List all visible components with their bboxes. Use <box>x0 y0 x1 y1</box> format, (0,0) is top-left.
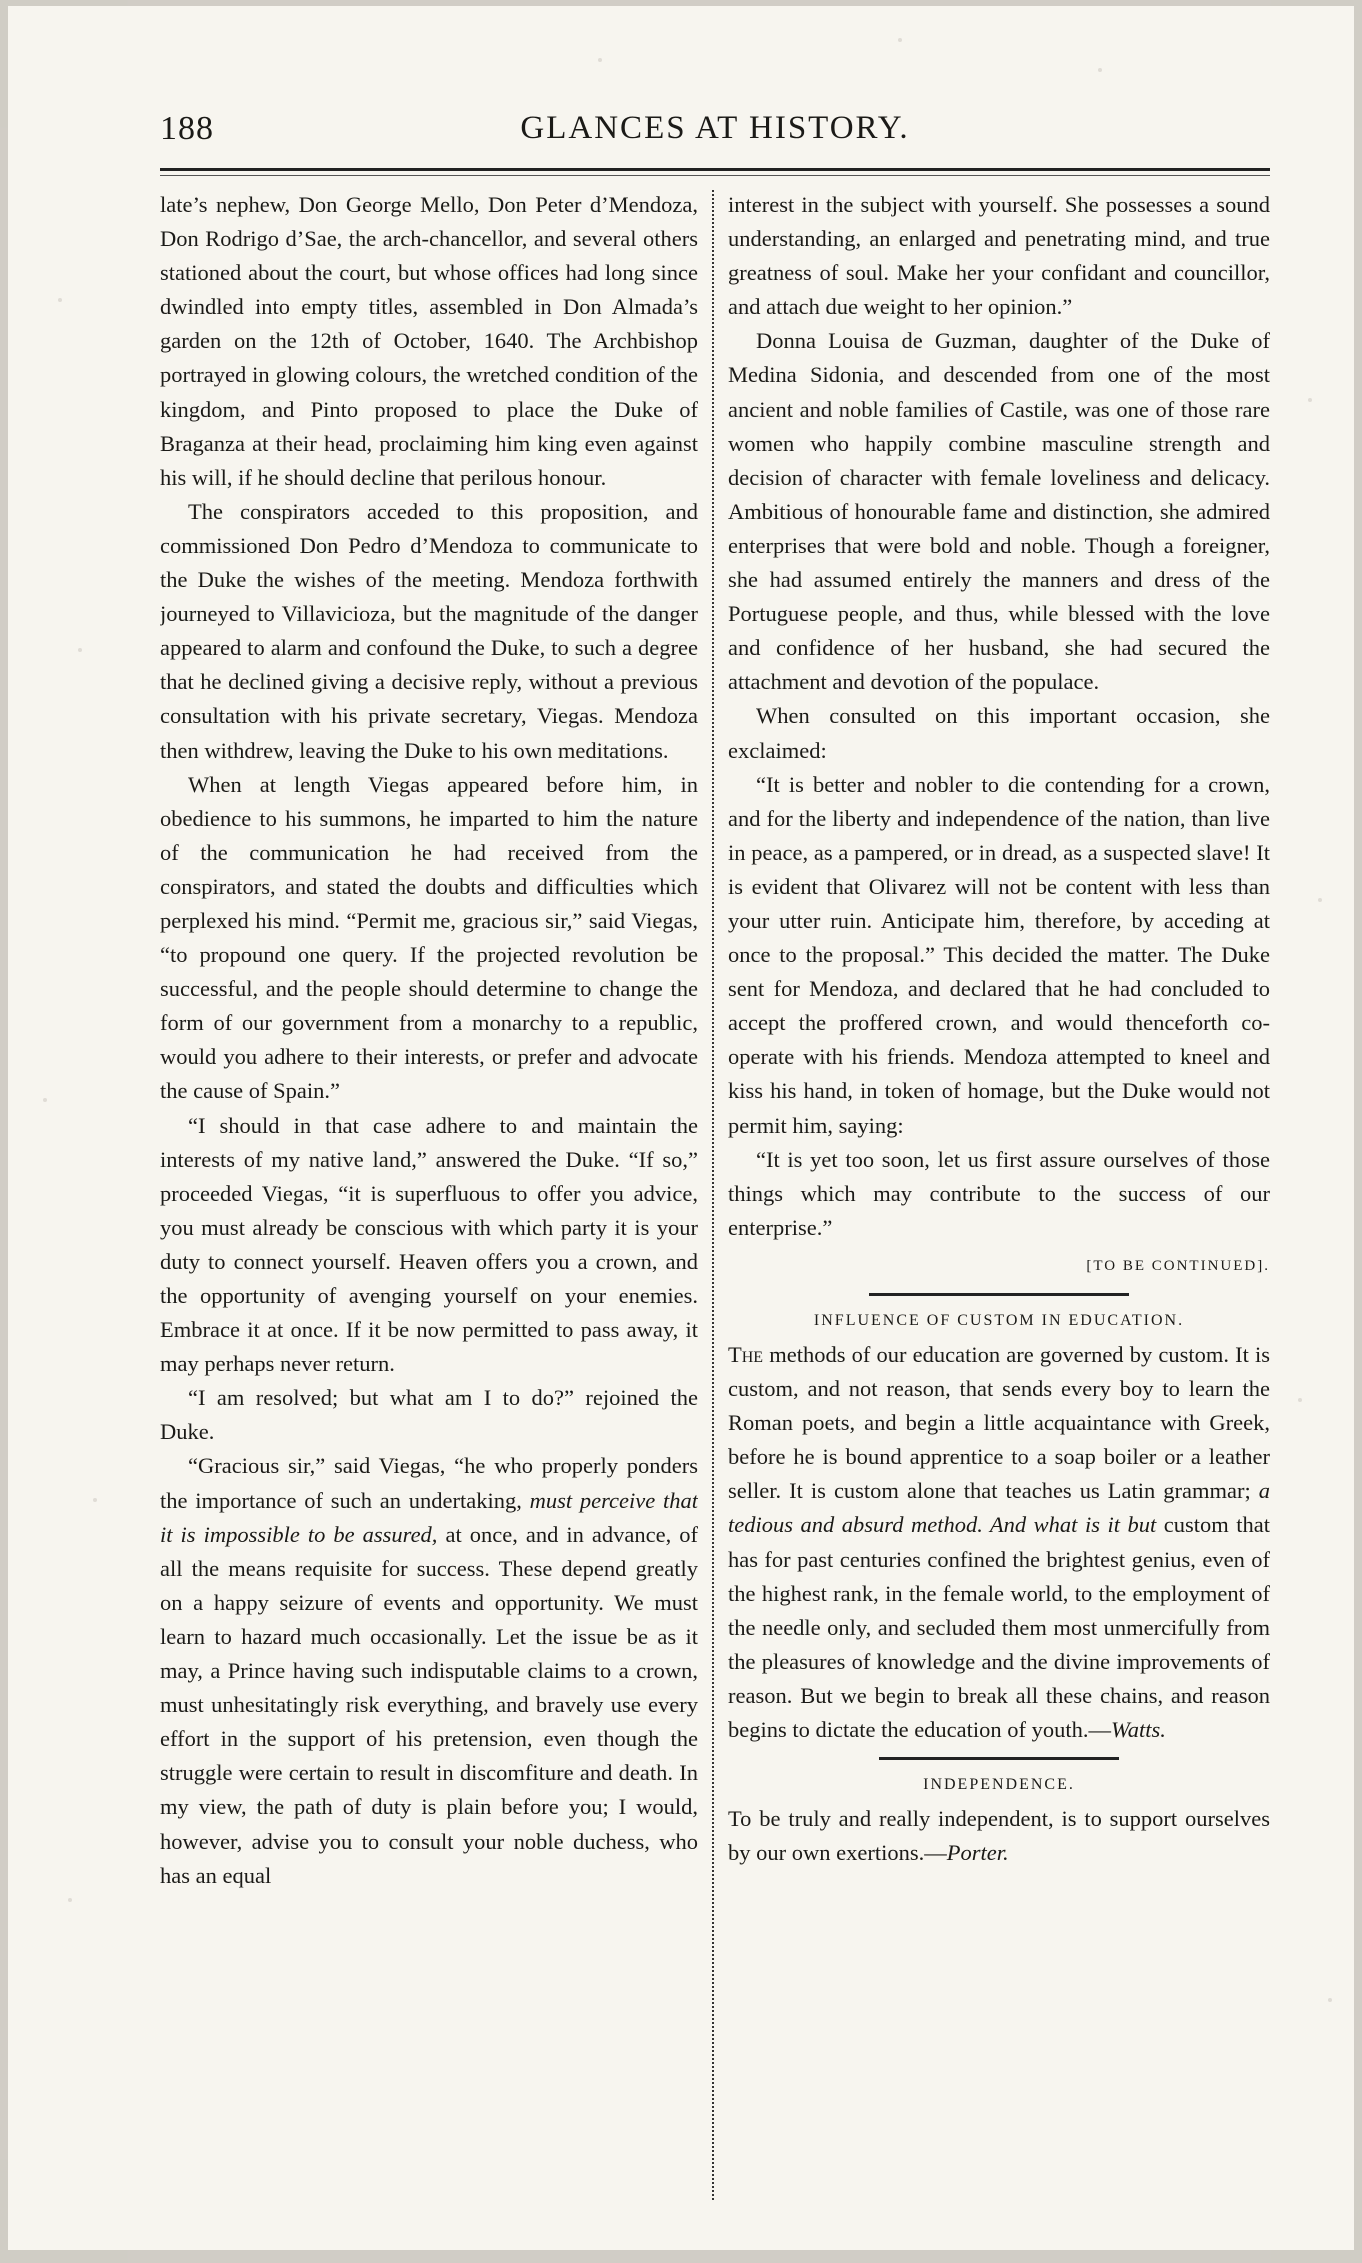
paragraph: When at length Viegas appeared before him, in obedience to his summons, he imparted to him the nature of the communication he had received from the conspirators, and stated the doubts and difficulties which perplexed his mind. “Permit me, gracious sir,” said Viegas, “to propound one query. If the projected revolution be successful, and the people should determine to change the form of our government from a monarchy to a republic, would you adhere to their interests, or prefer and advocate the cause of Spain.” <box>160 771 698 1104</box>
paragraph: “It is yet too soon, let us first assure ourselves of those things which may contribute to the success of our enterprise.” <box>728 1146 1270 1240</box>
paragraph <box>728 1802 1270 1870</box>
italic-text: a tedious and absurd method. And what is it but <box>728 1478 1270 1538</box>
paragraph-text: To be truly and really independent, is to support ourselves by our own exertions.— <box>728 1806 1270 1866</box>
paragraph: interest in the subject with yourself. She possesses a sound understanding, an enlarged and penetrating mind, and true greatness of soul. Make her your confidant and councillor, and attach due weight to her opinion.” <box>728 192 1270 320</box>
column-divider <box>712 190 714 2200</box>
paragraph: Donna Louisa de Guzman, daughter of the Duke of Medina Sidonia, and descended from one of the most ancient and noble families of Castile, was one of those rare women who happily combine masculine strength and decision of character with female loveliness and delicacy. Ambitious of honourable fame and distinction, she admired enterprises that were bold and noble. Though a foreigner, she had assumed entirely the manners and dress of the Portuguese people, and thus, while blessed with the love and confidence of her husband, she had secured the attachment and devotion of the populace. <box>728 328 1270 695</box>
italic-text: must perceive that it is impossible to be assured, <box>160 1487 698 1547</box>
paragraph: “I am resolved; but what am I to do?” rejoined the Duke. <box>160 1385 698 1445</box>
author-name: Watts. <box>1111 1717 1166 1743</box>
paragraph: The conspirators acceded to this proposition, and commissioned Don Pedro d’Mendoza to communicate to the Duke the wishes of the meeting. Mendoza forthwith journeyed to Villavicioza, but the magnitude of the danger appeared to alarm and confound the Duke, to such a degree that he declined giving a decisive reply, without a previous consultation with his private secretary, Viegas. Mendoza then withdrew, leaving the Duke to his own meditations. <box>160 498 698 763</box>
paragraph-text: “Gracious sir,” said Viegas, “he who properly ponders the importance of such an undertaking, <box>160 1453 698 1513</box>
left-column <box>160 188 698 2198</box>
author-name: Porter. <box>946 1840 1009 1866</box>
page-number: 188 <box>160 110 214 147</box>
paragraph-text: custom that has for past centuries confined the brightest genius, even of the highest rank, in the female world, to the employment of the needle only, and secluded them most unmercifully from the pleasures of knowledge and the divine improvements of reason. But we begin to break all these chains, and reason begins to dictate the education of youth.— <box>728 1512 1270 1743</box>
paragraph: “It is better and nobler to die contending for a crown, and for the liberty and independence of the nation, than live in peace, as a pampered, or in dread, as a suspected slave! It is evident that Olivarez will not be content with less than your utter ruin. Anticipate him, therefore, by acceding at once to the proposal.” This decided the matter. The Duke sent for Mendoza, and declared that he had concluded to accept the proffered crown, and would thenceforth co-operate with his friends. Mendoza attempted to kneel and kiss his hand, in token of homage, but the Duke would not permit him, saying: <box>728 771 1270 1138</box>
header-rule <box>160 168 1270 176</box>
paragraph: late’s nephew, Don George Mello, Don Peter d’Mendoza, Don Rodrigo d’Sae, the arch-chancellor, and several others stationed about the court, but whose offices had long since dwindled into empty titles, assembled in Don Almada’s garden on the 12th of October, 1640. The Archbishop portrayed in glowing colours, the wretched condition of the kingdom, and Pinto proposed to place the Duke of Braganza at their head, proclaiming him king even against his will, if he should decline that perilous honour. <box>160 192 698 490</box>
paragraph <box>160 1449 698 1892</box>
paragraph <box>728 1338 1270 1747</box>
paragraph-text: at once, and in advance, of all the means requisite for success. These depend greatly on a happy seizure of events and opportunity. We must learn to hazard much occasionally. Let the issue be as it may, a Prince having such indisputable claims to a crown, must unhesitatingly risk everything, and bravely use every effort in the support of his pretension, even though the struggle were certain to result in discomfiture and death. In my view, the path of duty is plain before you; I would, however, advise you to consult your noble duchess, who has an equal <box>160 1521 698 1888</box>
continued-note: [TO BE CONTINUED]. <box>1086 1257 1270 1274</box>
lead-word: The <box>728 1342 764 1367</box>
running-title: GLANCES AT HISTORY. <box>520 110 910 146</box>
paragraph: When consulted on this important occasion, she exclaimed: <box>728 703 1270 763</box>
paragraph-text: methods of our education are governed by custom. It is custom, and not reason, that sends every boy to learn the Roman poets, and begin a little acquaintance with Greek, before he is bound apprentice to a soap boiler or a leather seller. It is custom alone that teaches us Latin grammar; <box>728 1342 1270 1504</box>
section-title: INFLUENCE OF CUSTOM IN EDUCATION. <box>813 1312 1185 1329</box>
right-column <box>728 188 1270 2198</box>
paragraph: “I should in that case adhere to and maintain the interests of my native land,” answered the Duke. “If so,” proceeded Viegas, “it is superfluous to offer you advice, you must already be conscious with which party it is your duty to connect yourself. Heaven offers you a crown, and the opportunity of avenging yourself on your enemies. Embrace it at once. If it be now permitted to pass away, it may perhaps never return. <box>160 1112 698 1377</box>
section-rule <box>869 1293 1129 1296</box>
page-header <box>160 108 1270 158</box>
section-title: INDEPENDENCE. <box>923 1776 1075 1794</box>
section-rule <box>879 1757 1119 1760</box>
